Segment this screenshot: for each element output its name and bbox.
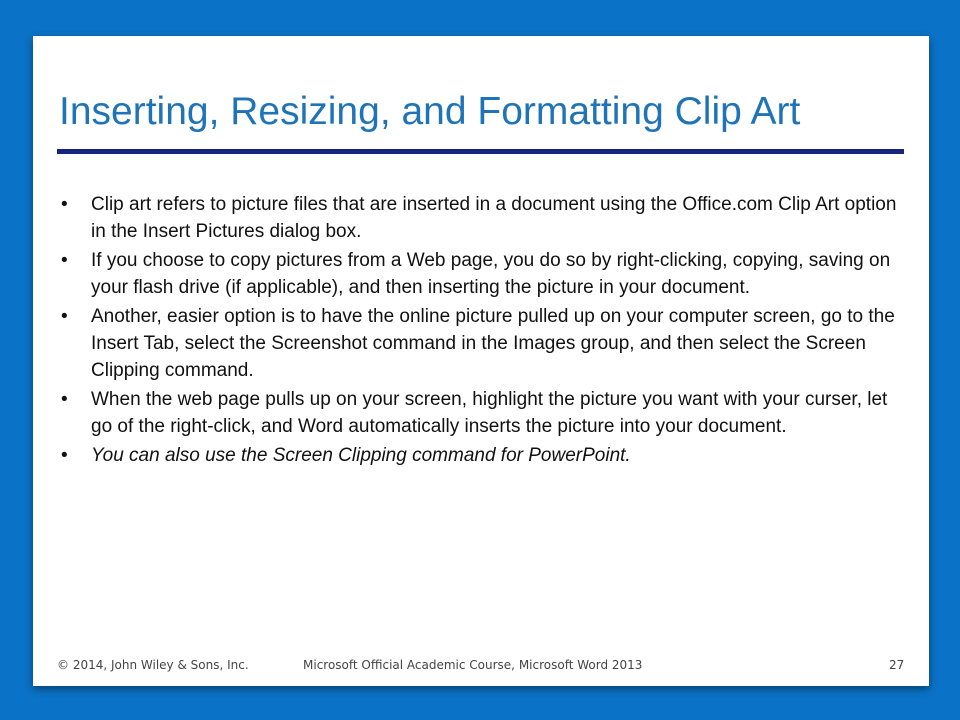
bullet-text: Another, easier option is to have the online picture pulled up on your computer screen, go to the Insert Tab, select the Screenshot command in the Images group, and then select the Screen Clipping command. [91,306,895,381]
bullet-item [57,191,907,245]
bullet-text: Clip art refers to picture files that are inserted in a document using the Office.com Clip Art option in the Insert Pictures dialog box. [91,194,897,242]
slide-title: Inserting, Resizing, and Formatting Clip Art [59,90,801,133]
bullet-dot-icon: • [61,250,68,271]
title-divider [57,149,904,154]
bullet-text: If you choose to copy pictures from a Web page, you do so by right-clicking, copying, saving on your flash drive (if applicable), and then inserting the picture in your document. [91,250,891,298]
bullet-item [57,386,907,440]
bullet-dot-icon: • [61,445,68,466]
footer-page-number: 27 [889,658,905,672]
bullet-item [57,247,907,301]
bullet-text: You can also use the Screen Clipping command for PowerPoint. [91,445,631,466]
bullet-dot-icon: • [61,306,68,327]
bullet-list [57,191,907,471]
bullet-dot-icon: • [61,194,68,215]
bullet-item [57,303,907,384]
footer-copyright: © 2014, John Wiley & Sons, Inc. [57,658,249,672]
bullet-item [57,442,907,469]
slide [33,36,929,686]
bullet-text: When the web page pulls up on your screen, highlight the picture you want with your curser, let go of the right-click, and Word automatically inserts the picture into your document. [91,389,888,437]
bullet-dot-icon: • [61,389,68,410]
footer-course: Microsoft Official Academic Course, Microsoft Word 2013 [303,658,643,672]
